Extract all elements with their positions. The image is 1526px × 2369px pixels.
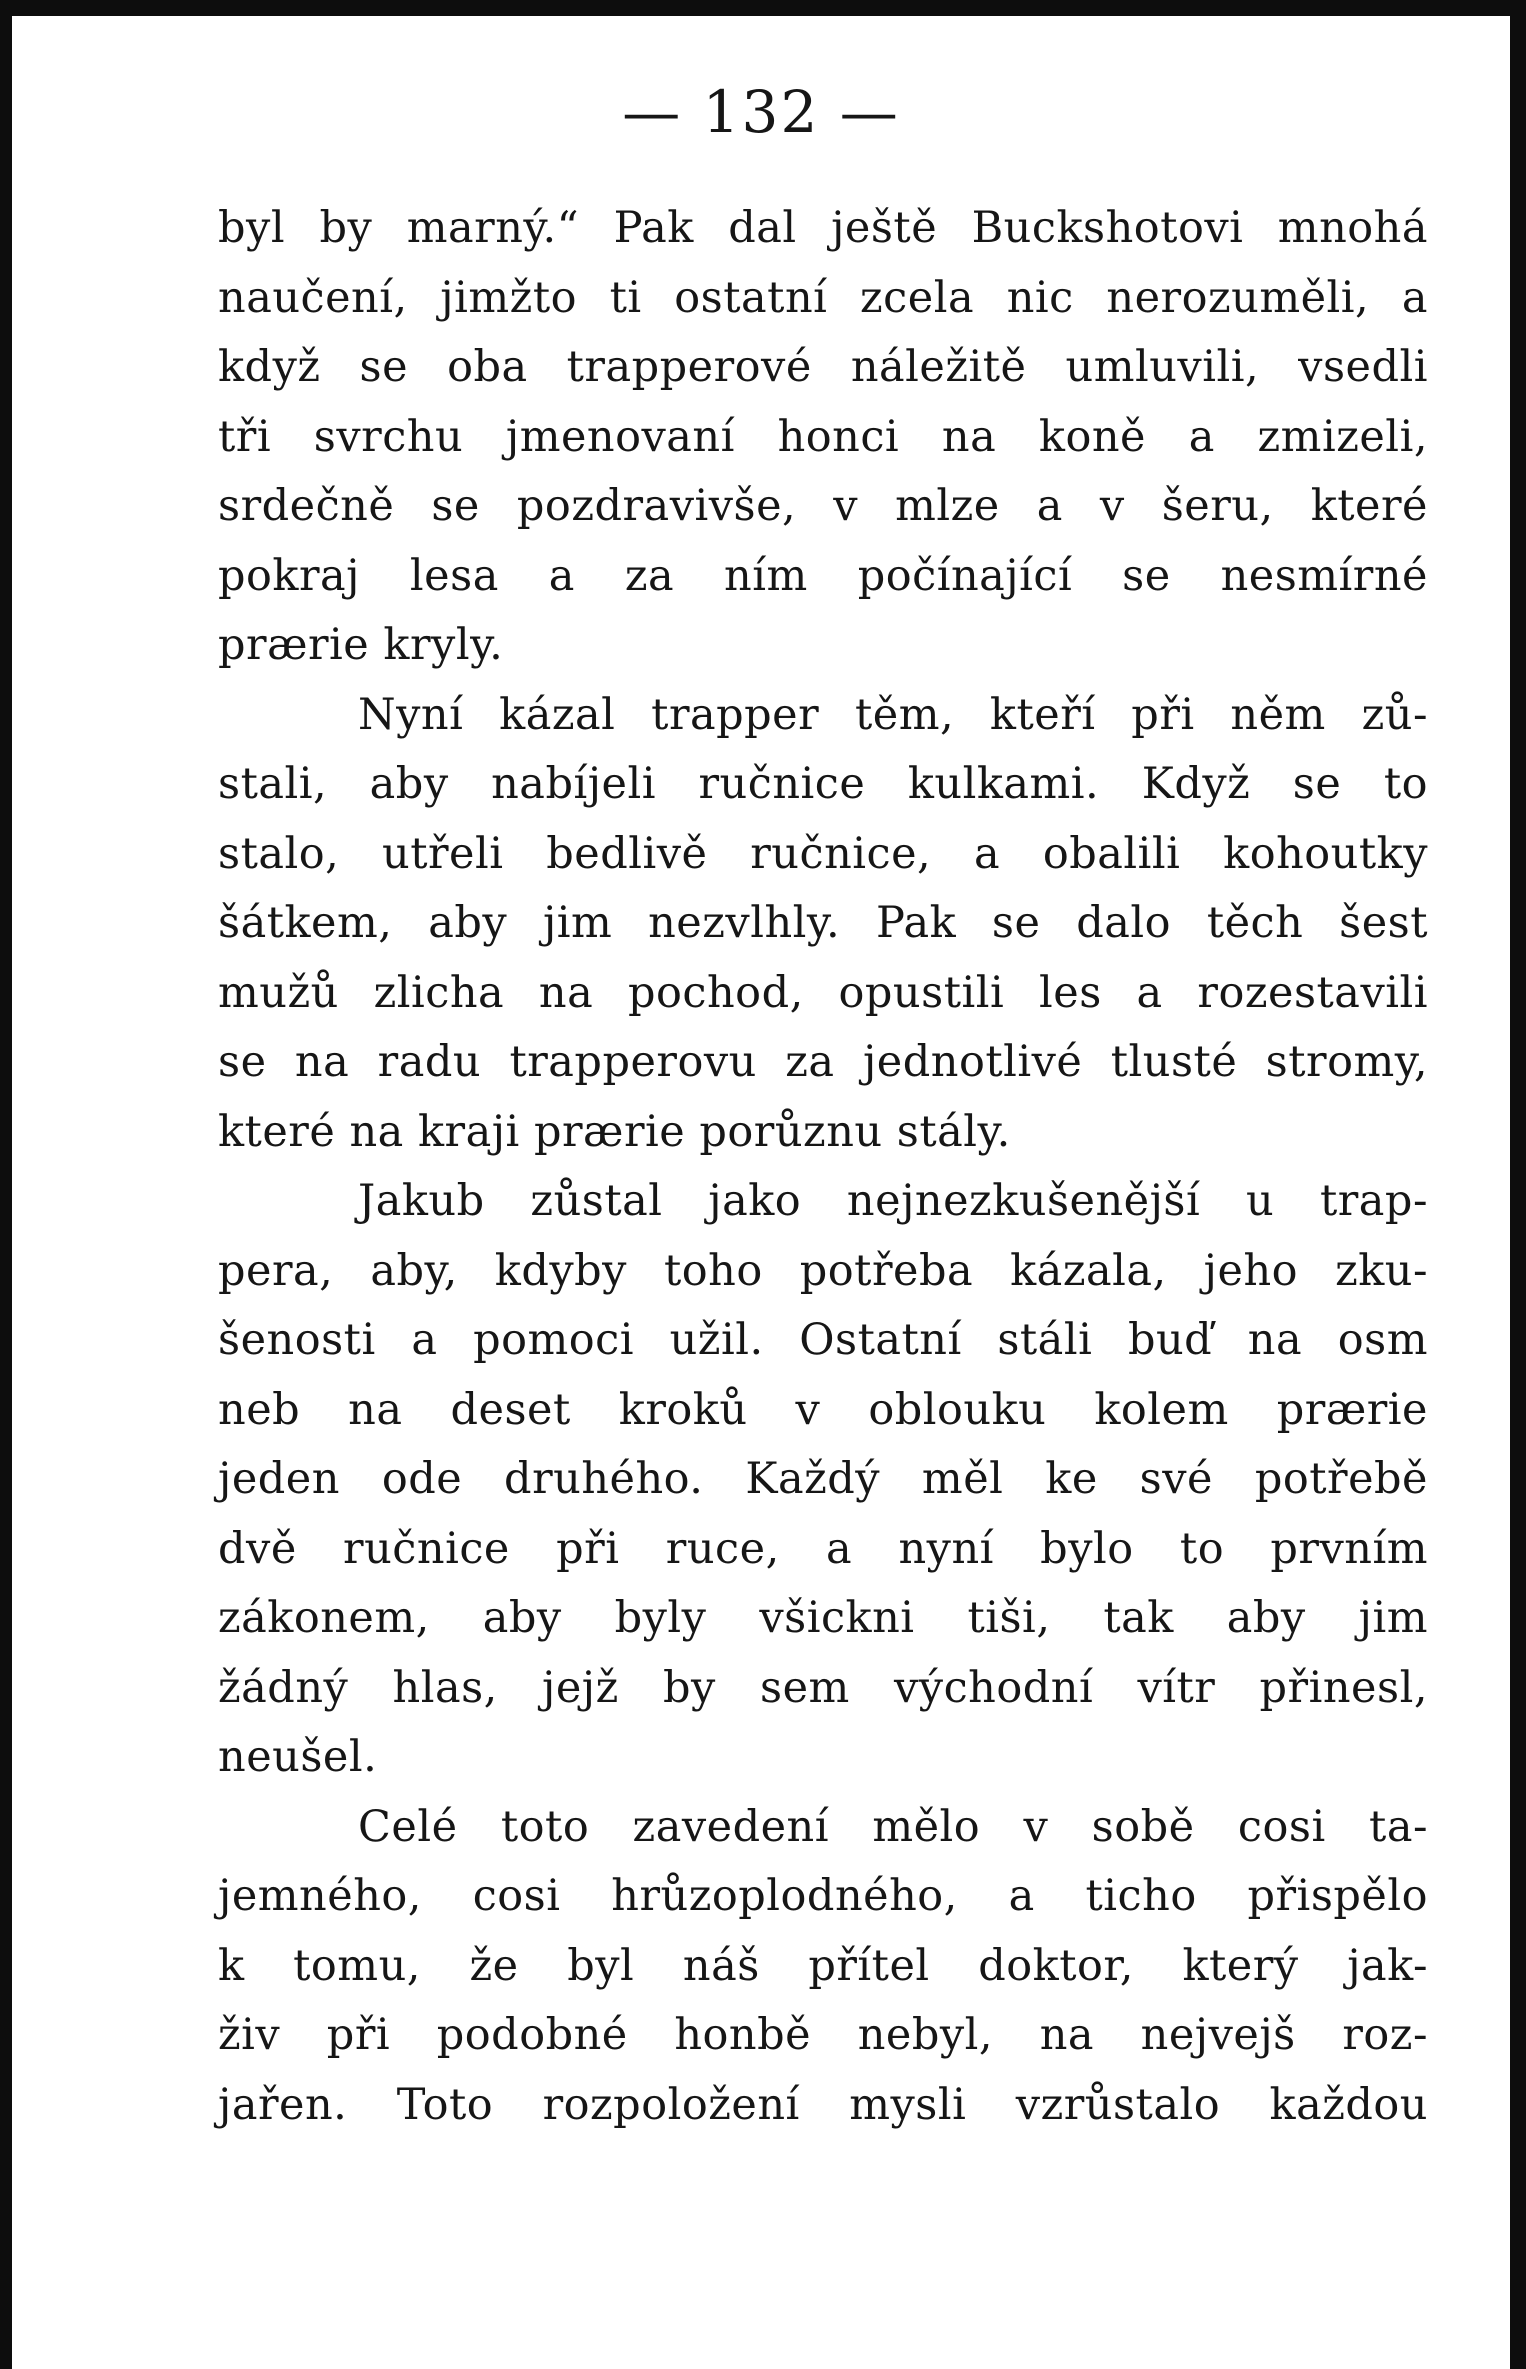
scan-border-top <box>0 0 1526 16</box>
text-line: Nyní kázal trapper těm, kteří při něm zů- <box>358 689 1428 740</box>
scan-border-right <box>1510 0 1526 2369</box>
text-line: neušel. <box>218 1732 378 1782</box>
text-line: jeden ode druhého. Každý měl ke své potřebě <box>218 1454 1428 1504</box>
paragraph <box>218 681 1428 1168</box>
text-line: srdečně se pozdravivše, v mlze a v šeru, které <box>218 481 1428 531</box>
text-line: naučení, jimžto ti ostatní zcela nic nerozuměli, a <box>218 272 1428 323</box>
text-line: stalo, utřeli bedlivě ručnice, a obalili kohoutky <box>218 828 1428 879</box>
text-line: byl by marný.“ Pak dal ještě Buckshotovi mnohá <box>218 203 1428 253</box>
paragraph <box>218 1167 1428 1793</box>
text-line: tři svrchu jmenovaní honci na koně a zmizeli, <box>218 411 1428 462</box>
text-line: šátkem, aby jim nezvlhly. Pak se dalo těch šest <box>218 898 1428 948</box>
text-line: se na radu trapperovu za jednotlivé tlusté stromy, <box>218 1037 1428 1087</box>
text-line: žádný hlas, jejž by sem východní vítr přinesl, <box>218 1662 1428 1713</box>
text-line: prærie kryly. <box>218 620 504 670</box>
text-line: které na kraji prærie porůznu stály. <box>218 1106 1011 1157</box>
page-number: — 132 — <box>622 78 900 146</box>
book-page <box>12 16 1510 2369</box>
text-line: zákonem, aby byly všickni tiši, tak aby jim <box>218 1593 1428 1643</box>
text-line: dvě ručnice při ruce, a nyní bylo to prvním <box>218 1523 1428 1574</box>
text-line: Celé toto zavedení mělo v sobě cosi ta- <box>358 1801 1428 1852</box>
text-line: stali, aby nabíjeli ručnice kulkami. Když se to <box>218 759 1428 809</box>
text-line: k tomu, že byl náš přítel doktor, který jak- <box>218 1940 1428 1991</box>
scan-border-left <box>0 0 12 2369</box>
page-header <box>12 78 1510 146</box>
text-line: jařen. Toto rozpoložení mysli vzrůstalo každou <box>218 2079 1428 2130</box>
text-line: pera, aby, kdyby toho potřeba kázala, jeho zku- <box>218 1245 1428 1296</box>
text-line: jemného, cosi hrůzoplodného, a ticho přispělo <box>218 1871 1428 1921</box>
text-line: mužů zlicha na pochod, opustili les a rozestavili <box>218 967 1428 1018</box>
text-line: šenosti a pomoci užil. Ostatní stáli buď na osm <box>218 1315 1428 1365</box>
paragraph <box>218 1793 1428 2141</box>
paragraph <box>218 194 1428 681</box>
text-line: Jakub zůstal jako nejnezkušenější u trap- <box>358 1176 1428 1226</box>
body-text <box>218 194 1428 2140</box>
text-line: neb na deset kroků v oblouku kolem prærie <box>218 1384 1428 1435</box>
text-line: když se oba trapperové náležitě umluvili, vsedli <box>218 342 1428 392</box>
text-line: pokraj lesa a za ním počínající se nesmírné <box>218 550 1428 601</box>
text-line: živ při podobné honbě nebyl, na nejvejš roz- <box>218 2010 1428 2060</box>
